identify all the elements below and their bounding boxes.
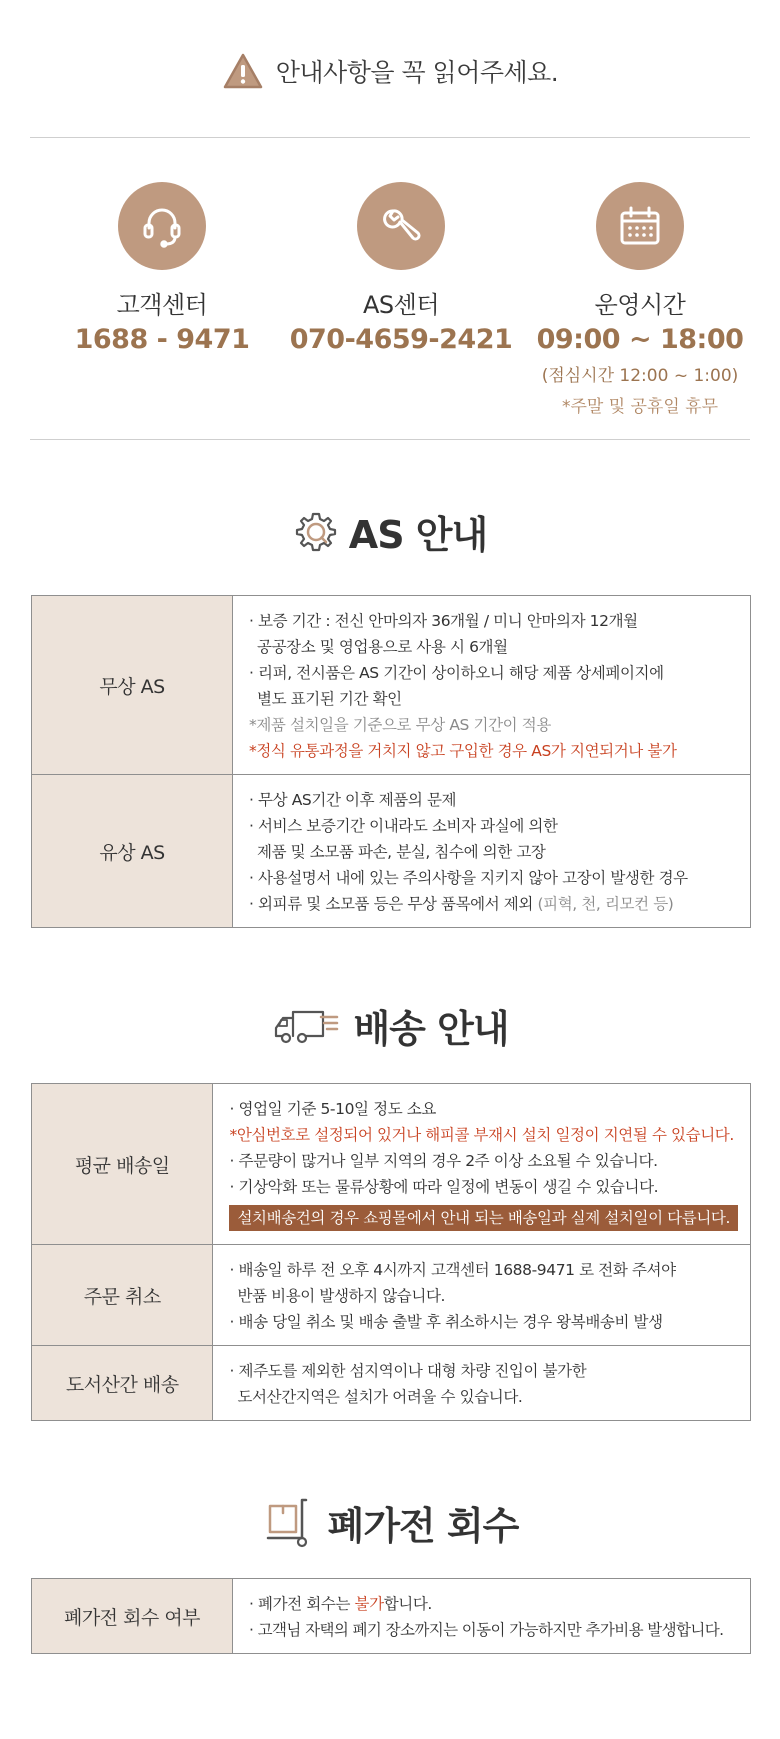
lunch-time: (점심시간 12:00 ~ 1:00) xyxy=(541,366,739,386)
install-notice-banner: 설치배송건의 경우 쇼핑몰에서 안내 되는 배송일과 실제 설치일이 다릅니다. xyxy=(229,1205,738,1231)
table-row-content xyxy=(213,1245,751,1346)
wrench-icon xyxy=(357,182,445,270)
delivery-section-title xyxy=(0,998,780,1053)
table-row-header: 도서산간 배송 xyxy=(32,1346,213,1421)
list-item: · 고객님 자택의 폐기 장소까지는 이동이 가능하지만 추가비용 발생합니다. xyxy=(249,1621,724,1639)
list-item: · 배송 당일 취소 및 배송 출발 후 취소하시는 경우 왕복배송비 발생 xyxy=(229,1313,663,1331)
list-item: · 주문량이 많거나 일부 지역의 경우 2주 이상 소요될 수 있습니다. xyxy=(229,1152,658,1170)
note-text: *제품 설치일을 기준으로 무상 AS 기간이 적용 xyxy=(249,716,551,734)
delivery-section-heading: 배송 안내 xyxy=(353,1007,509,1051)
list-item: · 리퍼, 전시품은 AS 기간이 상이하오니 해당 제품 상세페이지에 xyxy=(249,664,664,682)
list-item: · 무상 AS기간 이후 제품의 문제 xyxy=(249,791,457,809)
calendar-icon xyxy=(596,182,684,270)
disposal-table xyxy=(31,1578,751,1654)
table-row-header: 유상 AS xyxy=(32,775,233,928)
table-row-content xyxy=(233,775,751,928)
disposal-section-heading: 폐가전 회수 xyxy=(327,1504,519,1548)
as-table xyxy=(31,595,751,928)
list-item: 공공장소 및 영업용으로 사용 시 6개월 xyxy=(257,638,508,656)
contact-info xyxy=(0,138,780,439)
list-item: · 배송일 하루 전 오후 4시까지 고객센터 1688-9471 로 전화 주셔야 xyxy=(229,1261,676,1279)
business-hours-value: 09:00 ~ 18:00 xyxy=(536,324,744,355)
list-item: 반품 비용이 발생하지 않습니다. xyxy=(237,1287,446,1305)
table-row-header: 평균 배송일 xyxy=(32,1084,213,1245)
warning-icon xyxy=(222,52,264,90)
table-row xyxy=(32,775,751,928)
as-center-label: AS센터 xyxy=(362,291,440,319)
list-item: 도서산간지역은 설치가 어려울 수 있습니다. xyxy=(237,1388,523,1406)
business-hours xyxy=(536,182,744,439)
divider xyxy=(30,439,750,440)
list-item-text: · 폐가전 회수는 xyxy=(249,1595,355,1613)
table-row-content xyxy=(213,1346,751,1421)
list-item: · 제주도를 제외한 섬지역이나 대형 차량 진입이 불가한 xyxy=(229,1362,587,1380)
table-row-content xyxy=(213,1084,751,1245)
table-row-header: 주문 취소 xyxy=(32,1245,213,1346)
as-section-title xyxy=(0,504,780,559)
list-item xyxy=(249,891,738,917)
list-item xyxy=(249,1591,744,1617)
warning-text: *정식 유통과정을 거치지 않고 구입한 경우 AS가 지연되거나 불가 xyxy=(249,742,677,760)
table-row xyxy=(32,1084,751,1245)
customer-center-phone[interactable]: 1688 - 9471 xyxy=(74,324,250,355)
table-row-header: 무상 AS xyxy=(32,596,233,775)
list-item: · 보증 기간 : 전신 안마의자 36개월 / 미니 안마의자 12개월 xyxy=(249,612,638,630)
highlight-text: 불가 xyxy=(354,1595,384,1613)
table-row-content xyxy=(233,1579,751,1654)
hand-truck-icon xyxy=(262,1496,318,1550)
headset-icon xyxy=(118,182,206,270)
table-row-content xyxy=(233,596,751,775)
table-row xyxy=(32,1245,751,1346)
customer-center-label: 고객센터 xyxy=(116,291,208,319)
list-item: · 서비스 보증기간 이내라도 소비자 과실에 의한 xyxy=(249,817,558,835)
list-item: · 영업일 기준 5-10일 정도 소요 xyxy=(229,1100,436,1118)
customer-center xyxy=(62,182,262,439)
note-text: (피혁, 천, 리모컨 등) xyxy=(537,895,674,913)
table-row xyxy=(32,596,751,775)
list-item: · 사용설명서 내에 있는 주의사항을 지키지 않아 고장이 발생한 경우 xyxy=(249,869,688,887)
table-row xyxy=(32,1346,751,1421)
as-center-phone[interactable]: 070-4659-2421 xyxy=(289,324,513,355)
gear-icon xyxy=(293,509,339,555)
list-item: 제품 및 소모품 파손, 분실, 침수에 의한 고장 xyxy=(257,843,546,861)
holiday-note: *주말 및 공휴일 휴무 xyxy=(561,397,719,417)
table-row xyxy=(32,1579,751,1654)
list-item: 별도 표기된 기간 확인 xyxy=(257,690,402,708)
truck-icon xyxy=(271,1004,343,1048)
as-center xyxy=(289,182,513,439)
table-row-header: 폐가전 회수 여부 xyxy=(32,1579,233,1654)
notice-text: 안내사항을 꼭 읽어주세요. xyxy=(275,57,559,87)
notice xyxy=(0,0,780,137)
list-item-text: 합니다. xyxy=(383,1595,432,1613)
list-item-text: · 외피류 및 소모품 등은 무상 품목에서 제외 xyxy=(249,895,533,913)
disposal-section-title xyxy=(0,1495,780,1550)
as-section-heading: AS 안내 xyxy=(348,513,488,557)
business-hours-label: 운영시간 xyxy=(594,291,686,319)
delivery-table xyxy=(31,1083,751,1421)
list-item: · 기상악화 또는 물류상황에 따라 일정에 변동이 생길 수 있습니다. xyxy=(229,1178,659,1196)
warning-text: *안심번호로 설정되어 있거나 해피콜 부재시 설치 일정이 지연될 수 있습니다. xyxy=(229,1126,734,1144)
